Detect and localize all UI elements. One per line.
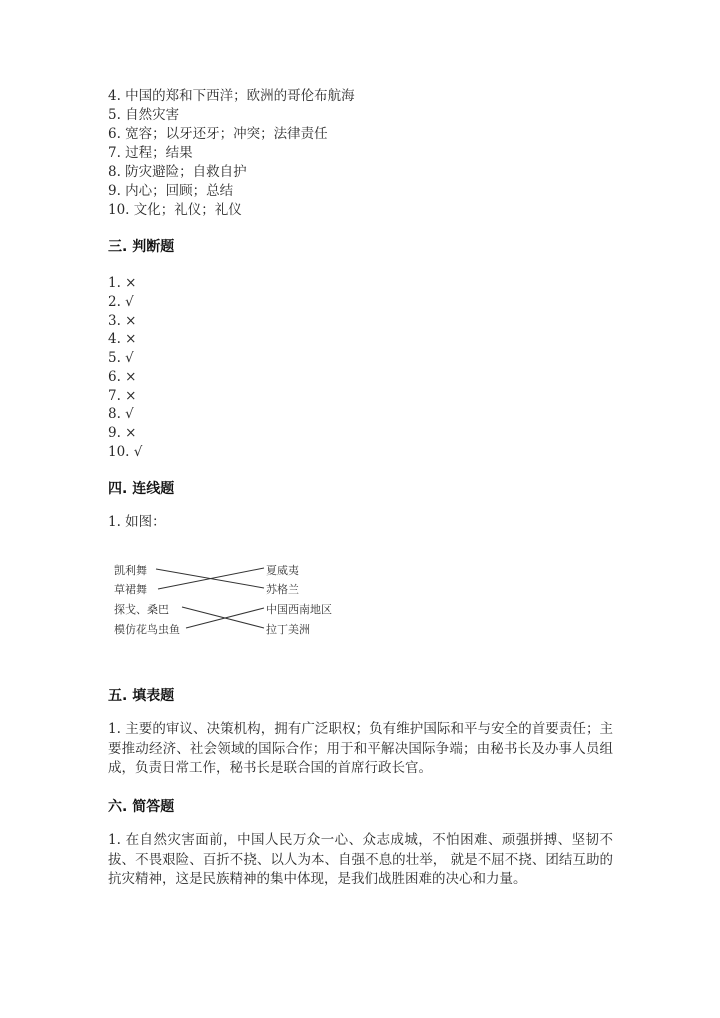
section-5-heading: 五. 填表题 bbox=[108, 688, 175, 704]
left-item: 凯利舞 bbox=[114, 564, 147, 577]
fill-answer-9: 9. 内心；回顾；总结 bbox=[108, 183, 234, 199]
fill-answer-10: 10. 文化；礼仪；礼仪 bbox=[108, 202, 242, 218]
matching-item-label: 1. 如图： bbox=[108, 514, 166, 530]
judgement-answer: 9. × bbox=[108, 425, 137, 441]
left-item: 草裙舞 bbox=[114, 583, 147, 596]
matching-diagram bbox=[108, 560, 358, 640]
judgement-answer: 10. √ bbox=[108, 444, 143, 460]
table-fill-answer: 1. 主要的审议、决策机构，拥有广泛职权；负有维护国际和平与安全的首要责任；主要推动经济、社会领域的国际合作；用于和平解决国际争端；由秘书长及办事人员组成，负责日常工作，秘书长是联合国的首席行政长官。 bbox=[108, 721, 613, 776]
right-item: 夏威夷 bbox=[266, 564, 299, 577]
left-item: 探戈、桑巴 bbox=[114, 603, 169, 616]
section-3-heading: 三. 判断题 bbox=[108, 239, 175, 255]
judgement-answer: 8. √ bbox=[108, 406, 134, 422]
fill-answer-7: 7. 过程；结果 bbox=[108, 145, 193, 161]
judgement-answer: 4. × bbox=[108, 331, 137, 347]
judgement-answer: 6. × bbox=[108, 369, 137, 385]
right-item: 中国西南地区 bbox=[266, 603, 332, 616]
judgement-answer: 7. × bbox=[108, 388, 137, 404]
right-item: 苏格兰 bbox=[266, 583, 299, 596]
fill-answer-4: 4. 中国的郑和下西洋；欧洲的哥伦布航海 bbox=[108, 88, 355, 104]
judgement-answer: 1. × bbox=[108, 275, 137, 291]
fill-answer-5: 5. 自然灾害 bbox=[108, 107, 180, 123]
judgement-answer: 3. × bbox=[108, 313, 137, 329]
judgement-answer: 5. √ bbox=[108, 350, 134, 366]
section-4-heading: 四. 连线题 bbox=[108, 481, 175, 497]
short-answer: 1. 在自然灾害面前，中国人民万众一心、众志成城，不怕困难、顽强拼搏、坚韧不拔、不畏艰险、百折不挠、以人为本、自强不息的壮举， 就是不屈不挠、团结互助的抗灾精神，这是民族精神的集中体现，是我们战胜困难的决心和力量。 bbox=[108, 832, 613, 887]
fill-answer-8: 8. 防灾避险；自救自护 bbox=[108, 164, 247, 180]
left-item: 模仿花鸟虫鱼 bbox=[114, 623, 180, 636]
judgement-answer: 2. √ bbox=[108, 294, 134, 310]
section-6-heading: 六. 简答题 bbox=[108, 799, 175, 815]
fill-answer-6: 6. 宽容；以牙还牙；冲突；法律责任 bbox=[108, 126, 328, 142]
right-item: 拉丁美洲 bbox=[266, 623, 310, 636]
